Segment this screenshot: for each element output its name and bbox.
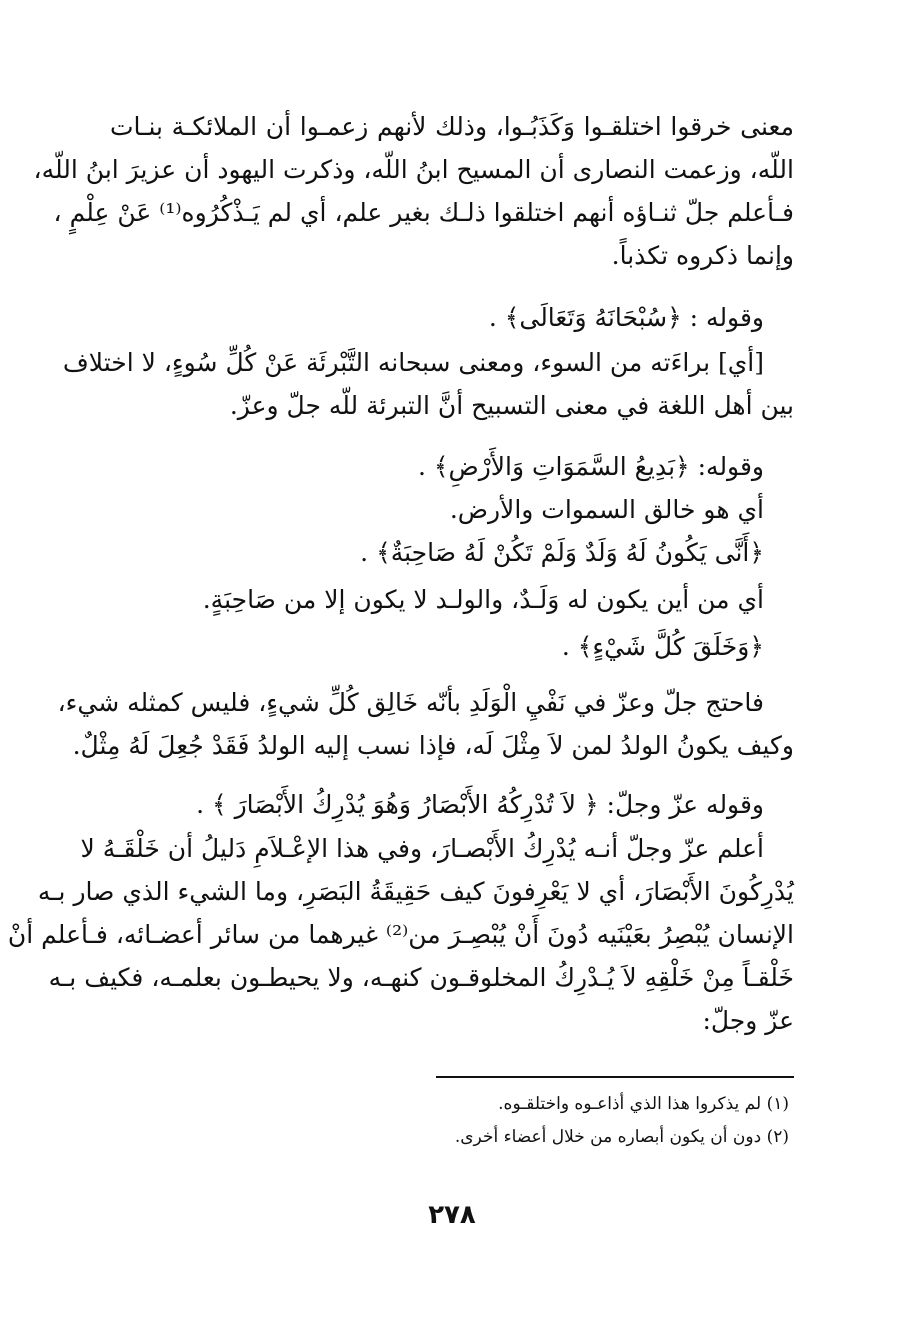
quran-verse-line: ﴿أَنَّى يَكُونُ لَهُ وَلَدٌ وَلَمْ تَكُنْ لَهُ صَاحِبَةٌ﴾ . bbox=[360, 538, 764, 567]
body-line: عزّ وجلّ: bbox=[702, 1006, 794, 1035]
quran-verse-line: وقوله : ﴿سُبْحَانَهُ وَتَعَالَى﴾ . bbox=[488, 303, 764, 332]
page-number: ٢٧٨ bbox=[428, 1200, 476, 1230]
body-line: بين أهل اللغة في معنى التسبيح أنَّ التبرئة للّه جلّ وعزّ. bbox=[229, 391, 794, 420]
quran-verse-line: ﴿وَخَلَقَ كُلَّ شَيْءٍ﴾ . bbox=[561, 632, 764, 661]
quran-verse-line: وقوله عزّ وجلّ: ﴿ لاَ تُدْرِكُهُ الأَبْصَارُ وَهُوَ يُدْرِكُ الأَبْصَارَ ﴾ . bbox=[196, 790, 764, 819]
body-line: يُدْرِكُونَ الأَبْصَارَ، أي لا يَعْرِفونَ كيف حَقِيقَةُ البَصَرِ، وما الشيء الذي صار بـه bbox=[37, 877, 794, 906]
body-line: وإنما ذكروه تكذباً. bbox=[611, 241, 794, 270]
body-line: [أي] براءَته من السوء، ومعنى سبحانه التَّبْرئَة عَنْ كُلِّ سُوءٍ، لا اختلاف bbox=[62, 348, 764, 377]
body-line: اللّه، وزعمت النصارى أن المسيح ابنُ اللّه، وذكرت اليهود أن عزيرَ ابنُ اللّه، bbox=[33, 155, 794, 184]
body-line: وكيف يكونُ الولدُ لمن لاَ مِثْلَ لَه، فإذا نسب إليه الولدُ فَقَدْ جُعِلَ لَهُ مِثْلٌ. bbox=[72, 731, 794, 760]
footnote-separator bbox=[436, 1076, 794, 1078]
body-line: الإنسان يُبْصِرُ بعَيْنَيه دُونَ أَنْ يُبْصِـرَ من⁽²⁾ غيرهما من سائر أعضـائه، فـأعلم أنْ bbox=[7, 920, 794, 949]
body-line: فـأعلم جلّ ثنـاؤه أنهم اختلقوا ذلـك بغير علم، أي لم يَـذْكُرُوه⁽¹⁾ عَنْ عِلْمٍ ، bbox=[53, 198, 794, 227]
footnote: (١) لم يذكروا هذا الذي أذاعـوه واختلقـوه. bbox=[498, 1094, 789, 1114]
body-line: معنى خرقوا اختلقـوا وَكَذَبُـوا، وذلك لأنهم زعمـوا أن الملائكـة بنـات bbox=[110, 112, 794, 141]
body-line: أي من أين يكون له وَلَـدٌ، والولـد لا يكون إلا من صَاحِبَةٍ. bbox=[202, 585, 764, 614]
body-line: أعلم عزّ وجلّ أنـه يُدْرِكُ الأَبْصـارَ، وفي هذا الإعْـلاَمِ دَليلُ أن خَلْقَـهُ لا bbox=[80, 834, 764, 863]
quran-verse-line: وقوله: ﴿بَدِيعُ السَّمَوَاتِ وَالأَرْضِ﴾ . bbox=[417, 452, 764, 481]
body-line: فاحتج جلّ وعزّ في نَفْيِ الْوَلَدِ بأنّه خَالِق كُلِّ شيءٍ، فليس كمثله شيء، bbox=[57, 688, 764, 717]
footnote: (٢) دون أن يكون أبصاره من خلال أعضاء أخرى. bbox=[454, 1127, 789, 1147]
body-line: أي هو خالق السموات والأرض. bbox=[449, 495, 764, 524]
body-line: خَلْقـاً مِنْ خَلْقِهِ لاَ يُـدْرِكُ المخلوقـون كنهـه، ولا يحيطـون بعلمـه، فكيف بـه bbox=[48, 963, 794, 992]
